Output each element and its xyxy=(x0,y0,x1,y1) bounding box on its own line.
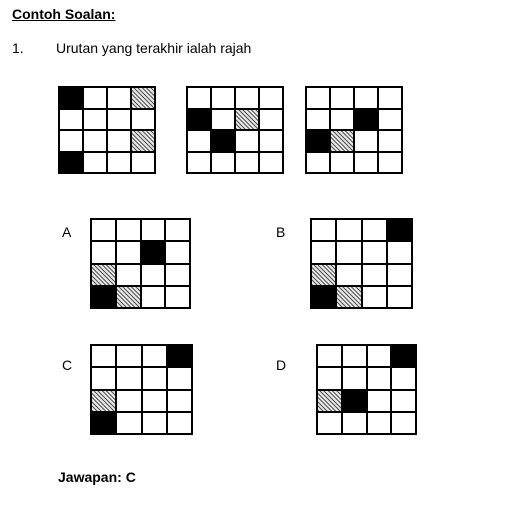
white-cell xyxy=(388,242,413,264)
sequence-figure-2 xyxy=(186,86,284,174)
white-cell xyxy=(368,391,393,413)
white-cell xyxy=(363,287,388,309)
white-cell xyxy=(312,242,337,264)
white-cell xyxy=(117,220,142,242)
white-cell xyxy=(343,368,368,390)
answer-text: Jawapan: C xyxy=(58,469,136,485)
white-cell xyxy=(236,131,260,153)
white-cell xyxy=(92,242,117,264)
white-cell xyxy=(188,131,212,153)
white-cell xyxy=(307,88,331,110)
white-cell xyxy=(143,413,168,435)
option-c-figure xyxy=(90,344,193,435)
white-cell xyxy=(84,153,108,175)
white-cell xyxy=(363,265,388,287)
white-cell xyxy=(166,287,191,309)
white-cell xyxy=(92,368,117,390)
hatched-cell xyxy=(92,265,117,287)
hatched-cell xyxy=(337,287,362,309)
white-cell xyxy=(343,413,368,435)
white-cell xyxy=(143,346,168,368)
white-cell xyxy=(379,153,403,175)
black-cell xyxy=(312,287,337,309)
hatched-cell xyxy=(331,131,355,153)
white-cell xyxy=(318,368,343,390)
black-cell xyxy=(92,287,117,309)
hatched-cell xyxy=(92,391,117,413)
black-cell xyxy=(168,346,193,368)
question-number: 1. xyxy=(12,40,24,56)
black-cell xyxy=(307,131,331,153)
white-cell xyxy=(168,413,193,435)
white-cell xyxy=(92,346,117,368)
white-cell xyxy=(236,88,260,110)
white-cell xyxy=(117,265,142,287)
white-cell xyxy=(117,391,142,413)
white-cell xyxy=(117,413,142,435)
white-cell xyxy=(60,110,84,132)
hatched-cell xyxy=(132,88,156,110)
option-label-b: B xyxy=(276,224,286,240)
white-cell xyxy=(236,153,260,175)
white-cell xyxy=(142,265,167,287)
heading: Contoh Soalan: xyxy=(12,6,116,22)
white-cell xyxy=(307,110,331,132)
white-cell xyxy=(379,88,403,110)
black-cell xyxy=(142,242,167,264)
white-cell xyxy=(108,110,132,132)
white-cell xyxy=(331,88,355,110)
white-cell xyxy=(337,265,362,287)
white-cell xyxy=(168,391,193,413)
white-cell xyxy=(84,131,108,153)
white-cell xyxy=(143,368,168,390)
black-cell xyxy=(60,153,84,175)
white-cell xyxy=(337,242,362,264)
hatched-cell xyxy=(117,287,142,309)
white-cell xyxy=(388,287,413,309)
white-cell xyxy=(212,88,236,110)
white-cell xyxy=(84,88,108,110)
white-cell xyxy=(318,346,343,368)
white-cell xyxy=(60,131,84,153)
black-cell xyxy=(60,88,84,110)
white-cell xyxy=(368,346,393,368)
white-cell xyxy=(117,242,142,264)
white-cell xyxy=(312,220,337,242)
white-cell xyxy=(368,368,393,390)
white-cell xyxy=(166,242,191,264)
white-cell xyxy=(108,88,132,110)
white-cell xyxy=(142,287,167,309)
white-cell xyxy=(260,110,284,132)
option-label-d: D xyxy=(276,357,287,373)
white-cell xyxy=(117,368,142,390)
white-cell xyxy=(92,220,117,242)
white-cell xyxy=(166,220,191,242)
hatched-cell xyxy=(132,131,156,153)
white-cell xyxy=(379,110,403,132)
white-cell xyxy=(212,153,236,175)
black-cell xyxy=(212,131,236,153)
white-cell xyxy=(212,110,236,132)
white-cell xyxy=(318,413,343,435)
option-d-figure xyxy=(316,344,417,435)
white-cell xyxy=(363,220,388,242)
option-label-c: C xyxy=(62,357,73,373)
black-cell xyxy=(388,220,413,242)
white-cell xyxy=(392,368,417,390)
black-cell xyxy=(188,110,212,132)
white-cell xyxy=(132,110,156,132)
white-cell xyxy=(331,110,355,132)
option-label-a: A xyxy=(62,224,72,240)
white-cell xyxy=(388,265,413,287)
white-cell xyxy=(307,153,331,175)
white-cell xyxy=(337,220,362,242)
white-cell xyxy=(166,265,191,287)
white-cell xyxy=(260,131,284,153)
black-cell xyxy=(392,346,417,368)
white-cell xyxy=(142,220,167,242)
option-b-figure xyxy=(310,218,413,309)
white-cell xyxy=(355,88,379,110)
sequence-figure-1 xyxy=(58,86,156,174)
white-cell xyxy=(355,153,379,175)
option-a-figure xyxy=(90,218,191,309)
white-cell xyxy=(392,413,417,435)
white-cell xyxy=(392,391,417,413)
white-cell xyxy=(363,242,388,264)
black-cell xyxy=(92,413,117,435)
white-cell xyxy=(143,391,168,413)
white-cell xyxy=(108,153,132,175)
white-cell xyxy=(117,346,142,368)
white-cell xyxy=(84,110,108,132)
black-cell xyxy=(343,391,368,413)
white-cell xyxy=(260,88,284,110)
white-cell xyxy=(355,131,379,153)
black-cell xyxy=(355,110,379,132)
white-cell xyxy=(379,131,403,153)
sequence-figure-3 xyxy=(305,86,403,174)
white-cell xyxy=(188,88,212,110)
white-cell xyxy=(108,131,132,153)
question-text: Urutan yang terakhir ialah rajah xyxy=(56,40,252,56)
white-cell xyxy=(260,153,284,175)
hatched-cell xyxy=(236,110,260,132)
white-cell xyxy=(132,153,156,175)
hatched-cell xyxy=(318,391,343,413)
white-cell xyxy=(368,413,393,435)
white-cell xyxy=(331,153,355,175)
hatched-cell xyxy=(312,265,337,287)
white-cell xyxy=(343,346,368,368)
white-cell xyxy=(188,153,212,175)
white-cell xyxy=(168,368,193,390)
